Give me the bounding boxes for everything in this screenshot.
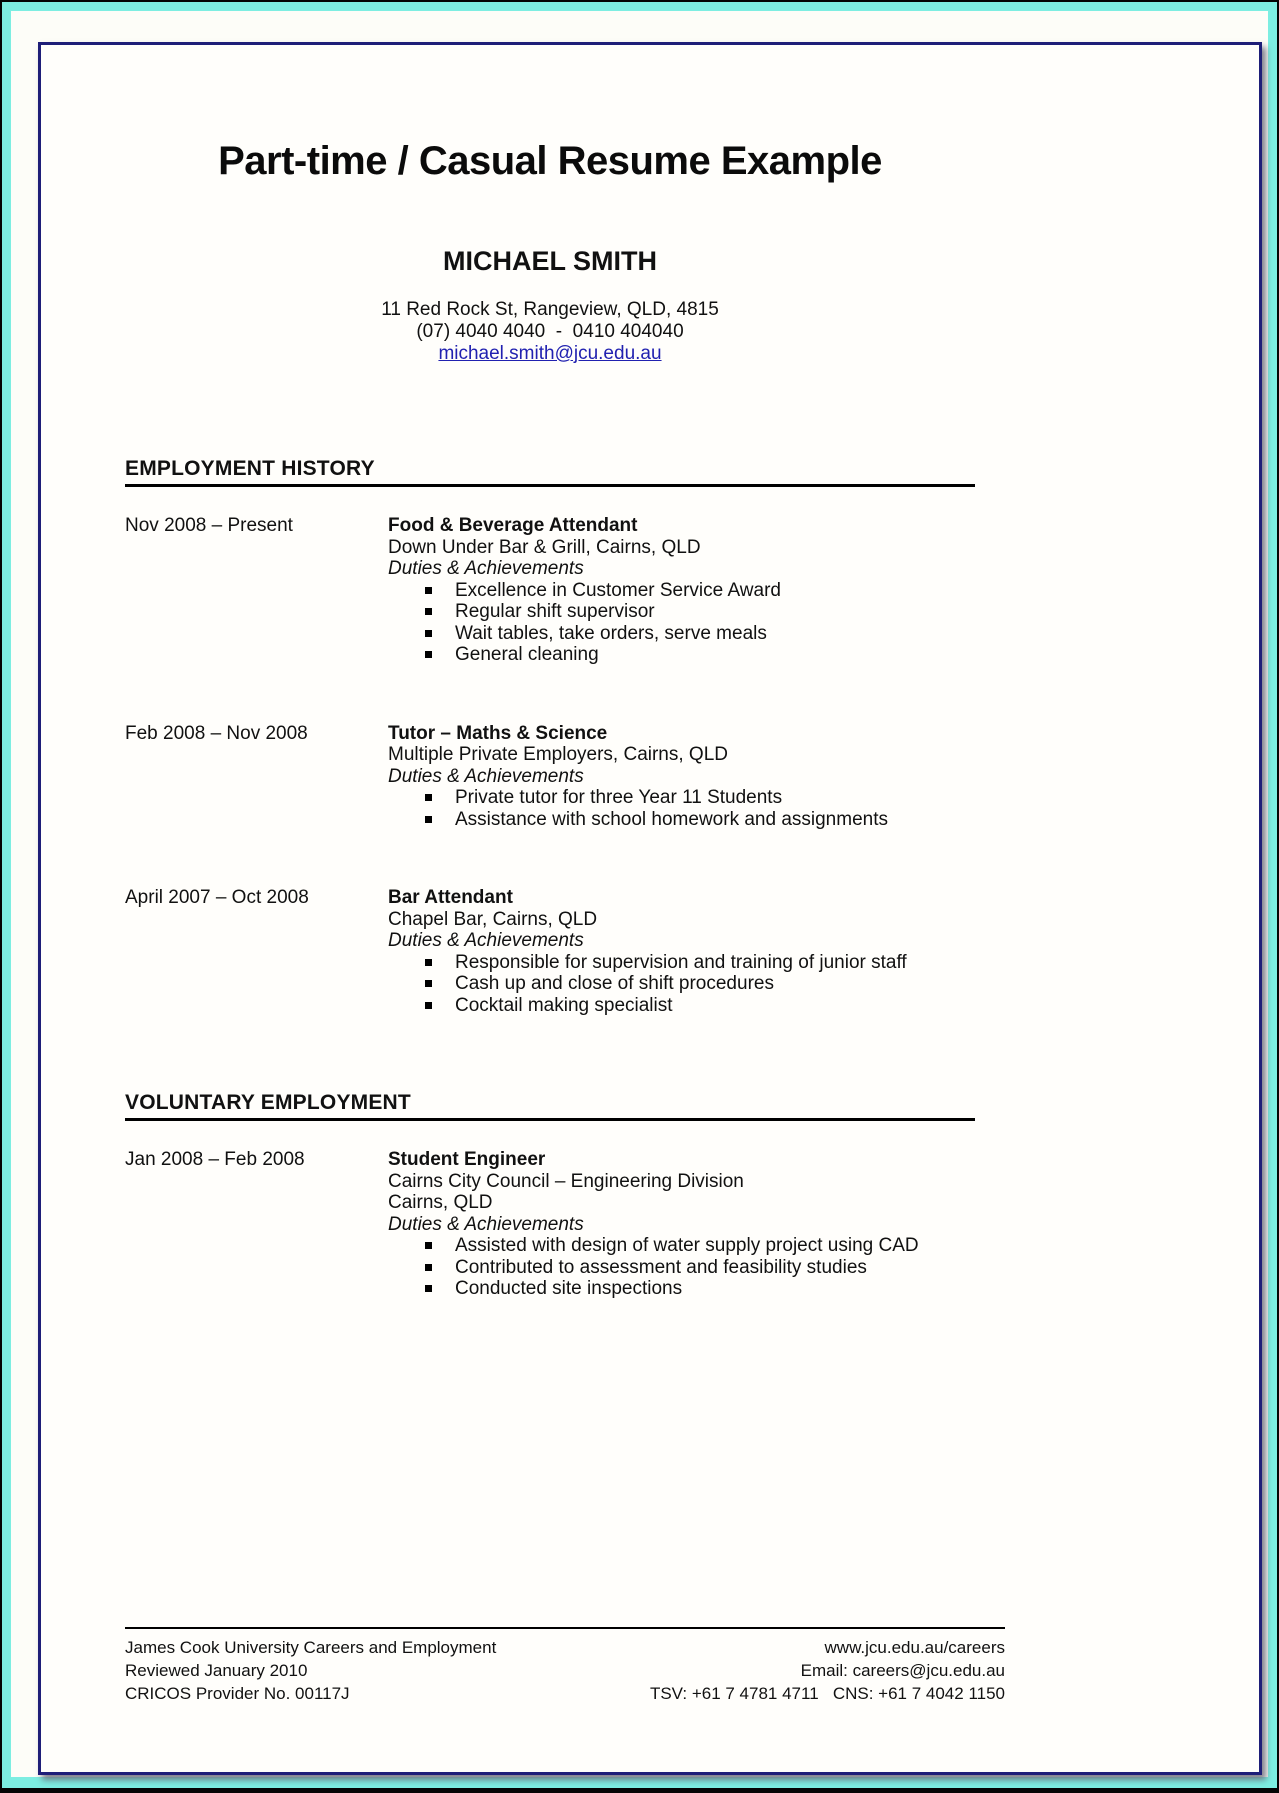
square-bullet-icon <box>425 816 432 823</box>
list-item <box>388 1278 975 1300</box>
duties-list <box>388 580 975 666</box>
duties-list <box>388 787 975 830</box>
square-bullet-icon <box>425 608 432 615</box>
square-bullet-icon <box>425 1264 432 1271</box>
contact-block <box>125 299 975 365</box>
square-bullet-icon <box>425 1002 432 1009</box>
list-item <box>388 580 975 602</box>
list-item-text: Wait tables, take orders, serve meals <box>455 622 767 644</box>
list-item-text: Regular shift supervisor <box>455 601 655 622</box>
duties-label: Duties & Achievements <box>388 1213 584 1235</box>
list-item <box>388 1235 975 1257</box>
job-entry <box>125 887 975 1016</box>
job-title: Bar Attendant <box>388 887 513 908</box>
square-bullet-icon <box>425 651 432 658</box>
job-dates: April 2007 – Oct 2008 <box>125 887 309 908</box>
address-line: 11 Red Rock St, Rangeview, QLD, 4815 <box>381 299 719 320</box>
footer-cricos: CRICOS Provider No. 00117J <box>125 1684 350 1703</box>
list-item <box>388 644 975 666</box>
footer-right-column <box>650 1636 1005 1705</box>
list-item <box>388 973 975 995</box>
section-employment-history <box>125 457 975 1016</box>
section-voluntary-employment <box>125 1091 975 1300</box>
duties-list <box>388 1235 975 1300</box>
email-link[interactable]: michael.smith@jcu.edu.au <box>438 343 662 364</box>
square-bullet-icon <box>425 980 432 987</box>
person-name: MICHAEL SMITH <box>443 246 657 276</box>
job-entry <box>125 723 975 831</box>
resume-page <box>38 42 1262 1775</box>
list-item-text: Assisted with design of water supply project using CAD <box>455 1235 919 1256</box>
list-item-text: Responsible for supervision and training of junior staff <box>455 951 907 973</box>
footer-org: James Cook University Careers and Employment <box>125 1638 497 1657</box>
square-bullet-icon <box>425 1242 432 1249</box>
duties-label: Duties & Achievements <box>388 558 584 579</box>
list-item <box>388 952 975 974</box>
footer-reviewed: Reviewed January 2010 <box>125 1661 308 1680</box>
job-dates: Jan 2008 – Feb 2008 <box>125 1149 305 1170</box>
square-bullet-icon <box>425 587 432 594</box>
list-item-text: General cleaning <box>455 644 599 665</box>
square-bullet-icon <box>425 630 432 637</box>
section-heading: EMPLOYMENT HISTORY <box>125 457 975 487</box>
square-bullet-icon <box>425 959 432 966</box>
duties-label: Duties & Achievements <box>388 765 584 787</box>
job-body <box>388 887 975 1016</box>
phone-line: (07) 4040 4040 - 0410 404040 <box>416 321 684 342</box>
footer-left-column <box>125 1636 496 1705</box>
page-footer <box>125 1627 1005 1705</box>
list-item <box>388 995 975 1017</box>
square-bullet-icon <box>425 794 432 801</box>
duties-list <box>388 952 975 1017</box>
list-item <box>388 623 975 645</box>
footer-phones: TSV: +61 7 4781 4711 CNS: +61 7 4042 1150 <box>649 1684 1005 1703</box>
job-employer: Multiple Private Employers, Cairns, QLD <box>388 744 728 765</box>
list-item-text: Private tutor for three Year 11 Students <box>455 787 783 808</box>
job-body <box>388 515 975 666</box>
job-entry <box>125 1149 975 1300</box>
list-item <box>388 601 975 623</box>
list-item-text: Cocktail making specialist <box>455 994 673 1016</box>
square-bullet-icon <box>425 1285 432 1292</box>
job-title: Tutor – Maths & Science <box>388 722 608 744</box>
resume-content <box>125 137 975 1300</box>
job-body <box>388 1149 975 1300</box>
job-body <box>388 723 975 831</box>
job-title: Food & Beverage Attendant <box>388 515 638 536</box>
job-location: Cairns, QLD <box>388 1192 493 1213</box>
duties-label: Duties & Achievements <box>388 930 584 951</box>
job-entry <box>125 515 975 666</box>
list-item-text: Conducted site inspections <box>455 1278 683 1299</box>
list-item <box>388 809 975 831</box>
list-item <box>388 1257 975 1279</box>
job-dates: Feb 2008 – Nov 2008 <box>125 722 308 744</box>
footer-website: www.jcu.edu.au/careers <box>824 1638 1005 1657</box>
list-item-text: Assistance with school homework and assignments <box>455 808 888 830</box>
list-item-text: Contributed to assessment and feasibility studies <box>455 1256 867 1278</box>
job-employer: Cairns City Council – Engineering Division <box>388 1170 744 1192</box>
section-heading: VOLUNTARY EMPLOYMENT <box>125 1091 975 1121</box>
list-item-text: Cash up and close of shift procedures <box>455 973 774 994</box>
list-item-text: Excellence in Customer Service Award <box>455 579 781 601</box>
job-dates: Nov 2008 – Present <box>125 515 293 536</box>
job-employer: Down Under Bar & Grill, Cairns, QLD <box>388 536 701 558</box>
footer-email: Email: careers@jcu.edu.au <box>800 1661 1005 1680</box>
document-title: Part-time / Casual Resume Example <box>218 139 882 183</box>
job-employer: Chapel Bar, Cairns, QLD <box>388 908 598 930</box>
list-item <box>388 787 975 809</box>
job-title: Student Engineer <box>388 1149 546 1170</box>
